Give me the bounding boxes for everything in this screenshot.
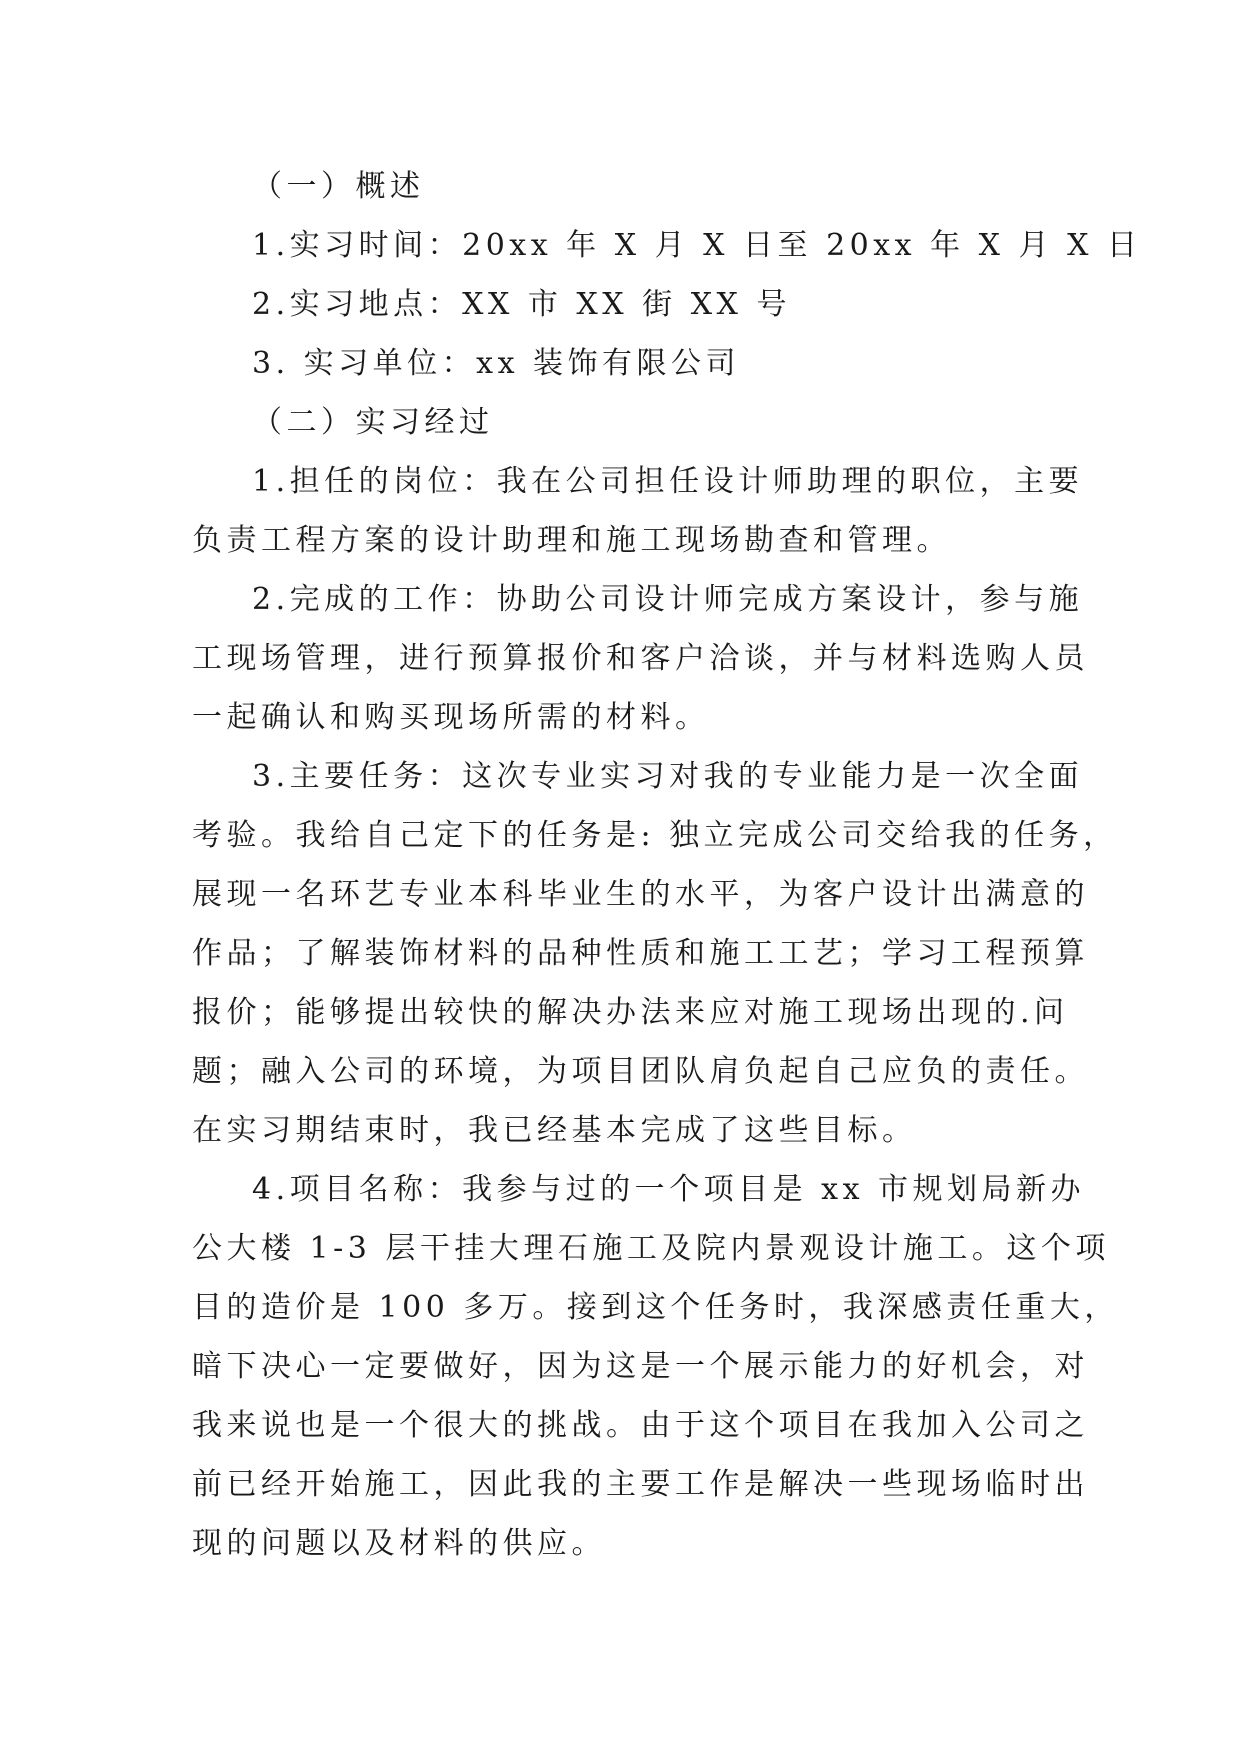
paragraph-main-tasks [192, 747, 1118, 1160]
section-heading-overview: （一）概述 [252, 169, 425, 204]
paragraph-line: 题；融入公司的环境，为项目团队肩负起自己应负的责任。 [192, 1054, 1089, 1089]
paragraph-line: 我来说也是一个很大的挑战。由于这个项目在我加入公司之 [192, 1408, 1089, 1443]
paragraph-line: 展现一名环艺专业本科毕业生的水平，为客户设计出满意的 [192, 877, 1089, 912]
paragraph-line: 3.主要任务：这次专业实习对我的专业能力是一次全面 [252, 759, 1084, 794]
paragraph-completed-work [192, 570, 1089, 747]
paragraph-line: 现的问题以及材料的供应。 [192, 1526, 606, 1561]
paragraph-line: 作品；了解装饰材料的品种性质和施工工艺；学习工程预算 [192, 936, 1089, 971]
paragraph-line: 1.担任的岗位：我在公司担任设计师助理的职位，主要 [252, 464, 1084, 499]
paragraph-line: 前已经开始施工，因此我的主要工作是解决一些现场临时出 [192, 1467, 1089, 1502]
paragraph-line: 一起确认和购买现场所需的材料。 [192, 700, 710, 735]
paragraph-line: 在实习期结束时，我已经基本完成了这些目标。 [192, 1113, 917, 1148]
internship-location: 2.实习地点：XX 市 XX 街 XX 号 [252, 287, 791, 322]
paragraph-line: 工现场管理，进行预算报价和客户洽谈，并与材料选购人员 [192, 641, 1089, 676]
paragraph-line: 考验。我给自己定下的任务是: 独立完成公司交给我的任务， [192, 818, 1118, 853]
paragraph-line: 公大楼 1-3 层干挂大理石施工及院内景观设计施工。这个项 [192, 1231, 1110, 1266]
paragraph-position [192, 452, 1084, 570]
paragraph-line: 暗下决心一定要做好，因为这是一个展示能力的好机会，对 [192, 1349, 1089, 1384]
paragraph-line: 4.项目名称：我参与过的一个项目是 xx 市规划局新办 [252, 1172, 1086, 1207]
document-body [192, 157, 1142, 1573]
paragraph-line: 负责工程方案的设计助理和施工现场勘查和管理。 [192, 523, 951, 558]
internship-time: 1.实习时间：20xx 年 X 月 X 日至 20xx 年 X 月 X 日 [252, 228, 1142, 263]
paragraph-project-name [192, 1160, 1119, 1573]
section-heading-process: （二）实习经过 [252, 405, 494, 440]
paragraph-line: 2.完成的工作：协助公司设计师完成方案设计，参与施 [252, 582, 1084, 617]
paragraph-line: 目的造价是 100 多万。接到这个任务时，我深感责任重大， [192, 1290, 1119, 1325]
internship-company: 3. 实习单位：xx 装饰有限公司 [252, 346, 741, 381]
paragraph-line: 报价；能够提出较快的解决办法来应对施工现场出现的.问 [192, 995, 1069, 1030]
